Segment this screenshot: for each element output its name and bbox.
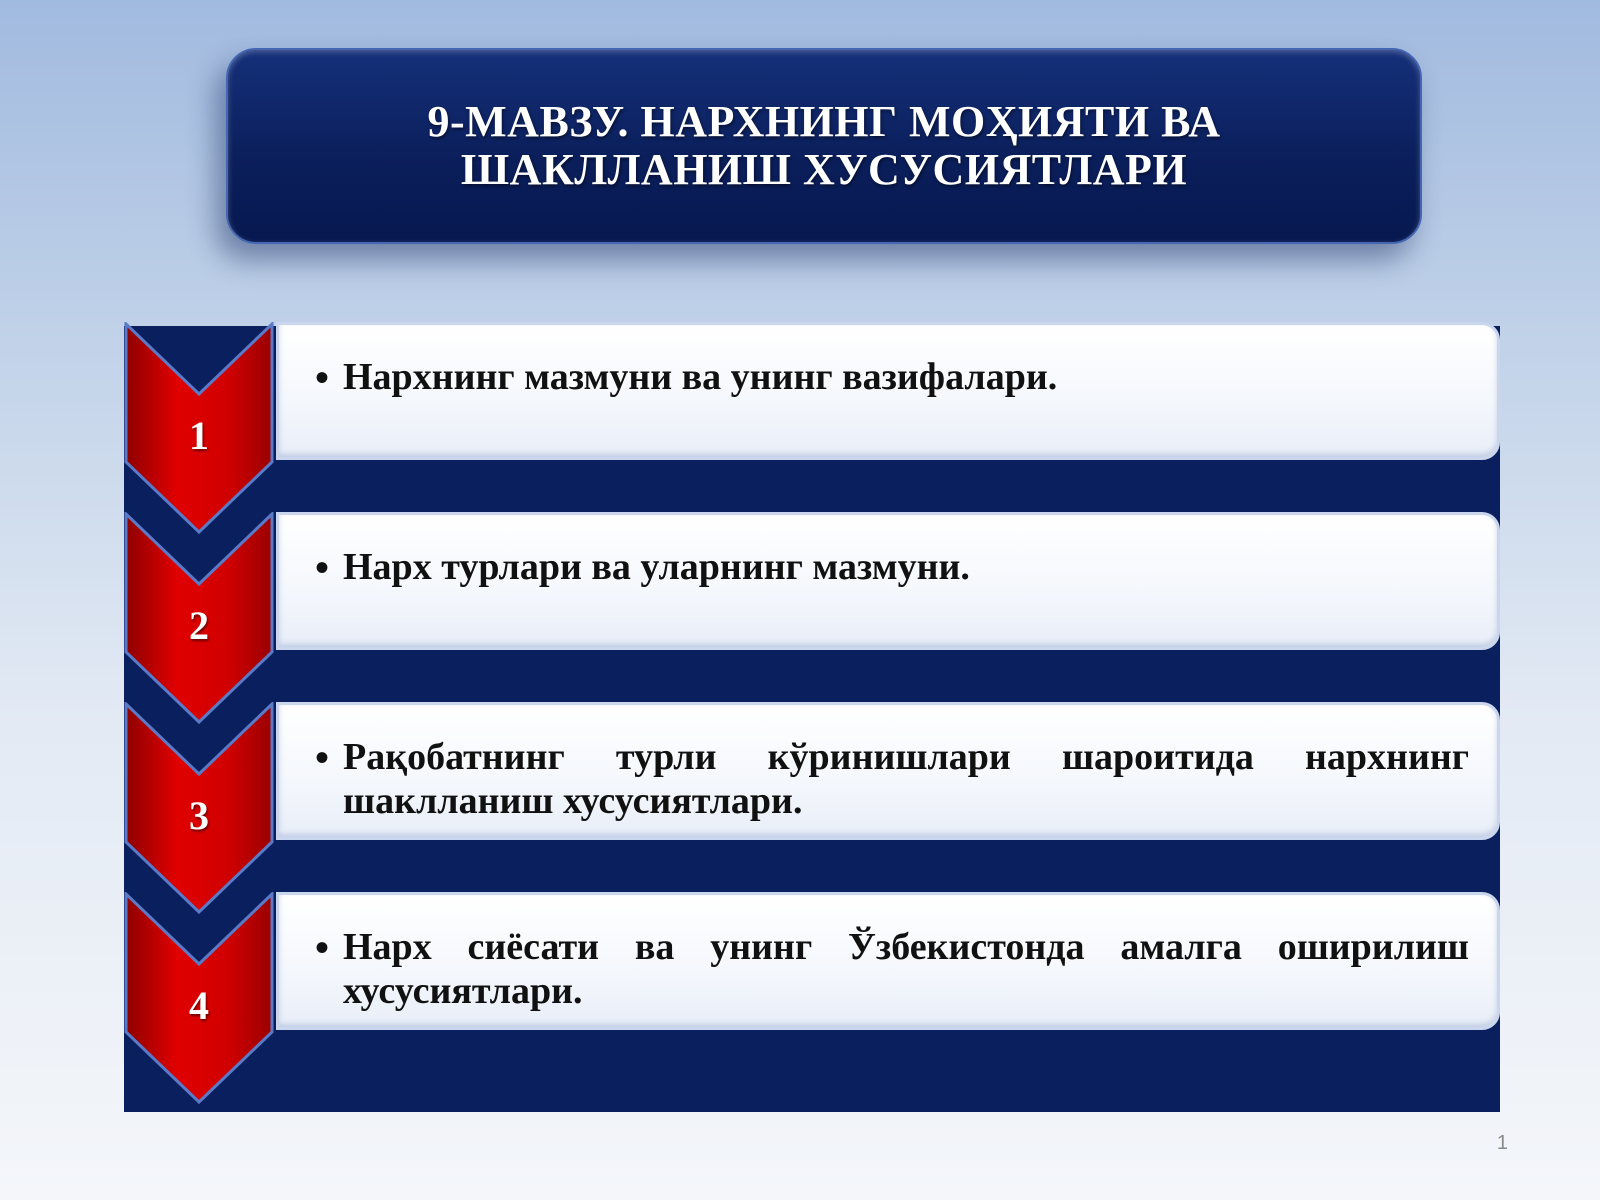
- bullet-icon: •: [314, 925, 329, 970]
- list-item: [124, 322, 1500, 512]
- item-card: [276, 892, 1500, 1030]
- item-text: Рақобатнинг турли кўринишлари шароитида нархнинг шаклланиш хусусиятлари.: [343, 736, 1469, 822]
- list-item: [124, 892, 1500, 1082]
- item-text: Нархнинг мазмуни ва унинг вазифалари.: [343, 356, 1058, 398]
- chevron-down-icon: [124, 702, 274, 922]
- item-text: Нарх турлари ва уларнинг мазмуни.: [343, 546, 970, 588]
- item-card: [276, 512, 1500, 650]
- item-number: 4: [189, 983, 209, 1028]
- bullet-icon: •: [314, 735, 329, 780]
- bullet-icon: •: [314, 545, 329, 590]
- chevron-down-icon: [124, 512, 274, 732]
- page-number: 1: [1496, 1132, 1508, 1154]
- item-text: Нарх сиёсати ва унинг Ўзбекистонда амалга оширилиш хусусиятлари.: [343, 926, 1469, 1012]
- chevron-down-icon: [124, 322, 274, 542]
- item-number: 1: [189, 413, 209, 458]
- item-number: 2: [189, 603, 209, 648]
- chevron-down-icon: [124, 892, 274, 1112]
- item-card: [276, 702, 1500, 840]
- bullet-icon: •: [314, 355, 329, 400]
- item-card: [276, 322, 1500, 460]
- list-item: [124, 702, 1500, 892]
- list-item: [124, 512, 1500, 702]
- slide-title: 9-МАВЗУ. НАРХНИНГ МОҲИЯТИ ВА ШАКЛЛАНИШ ХУСУСИЯТЛАРИ: [427, 97, 1221, 194]
- slide-title-box: [226, 48, 1422, 244]
- item-number: 3: [189, 793, 209, 838]
